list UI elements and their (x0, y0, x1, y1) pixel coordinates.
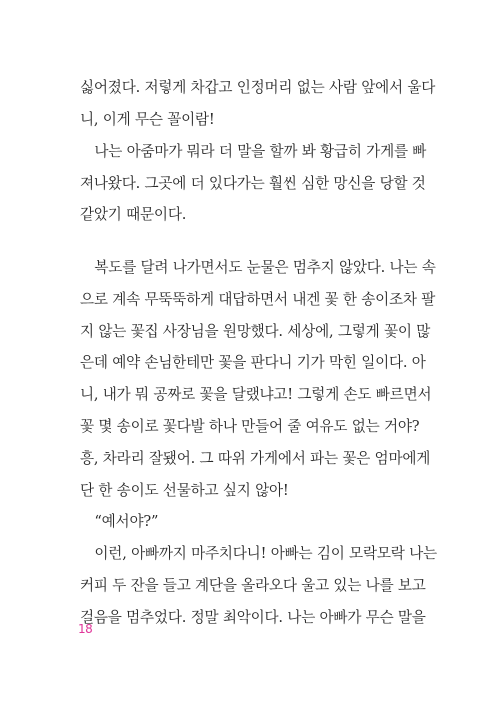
text-line: 싫어졌다. 저렇게 차갑고 인정머리 없는 사람 앞에서 울다 (80, 79, 436, 96)
page-number: 18 (78, 622, 93, 636)
dialogue-line: “예서야?” (80, 513, 159, 530)
text-line: 걸음을 멈추었다. 정말 최악이다. 나는 아빠가 무슨 말을 (80, 609, 426, 626)
text-line: 단 한 송이도 선물하고 싶지 않아! (80, 482, 289, 499)
text-line: 은데 예약 손님한테만 꽃을 판다니 기가 막힌 일이다. 아 (80, 354, 426, 371)
text-line: 꽃 몇 송이로 꽃다발 하나 만들어 줄 여유도 없는 거야? (80, 418, 420, 435)
text-line: 이런, 아빠까지 마주치다니! 아빠는 김이 모락모락 나는 (80, 545, 437, 562)
text-line: 지 않는 꽃집 사장님을 원망했다. 세상에, 그렇게 꽃이 많 (80, 323, 431, 340)
text-line: 니, 이게 무슨 꼴이람! (80, 111, 215, 128)
text-line: 흥, 차라리 잘됐어. 그 따위 가게에서 파는 꽃은 엄마에게 (80, 450, 431, 467)
text-line: 으로 계속 무뚝뚝하게 대답하면서 내겐 꽃 한 송이조차 팔 (80, 291, 436, 308)
text-line: 같았기 때문이다. (80, 206, 187, 223)
text-line: 나는 아줌마가 뭐라 더 말을 할까 봐 황급히 가게를 빠 (80, 143, 427, 160)
text-line: 복도를 달려 나가면서도 눈물은 멈추지 않았다. 나는 속 (80, 259, 436, 276)
text-line: 져나왔다. 그곳에 더 있다가는 훨씬 심한 망신을 당할 것 (80, 175, 426, 192)
text-line: 커피 두 잔을 들고 계단을 올라오다 울고 있는 나를 보고 (80, 577, 426, 594)
text-line: 니, 내가 뭐 공짜로 꽃을 달랬냐고! 그렇게 손도 빠르면서 (80, 386, 432, 403)
